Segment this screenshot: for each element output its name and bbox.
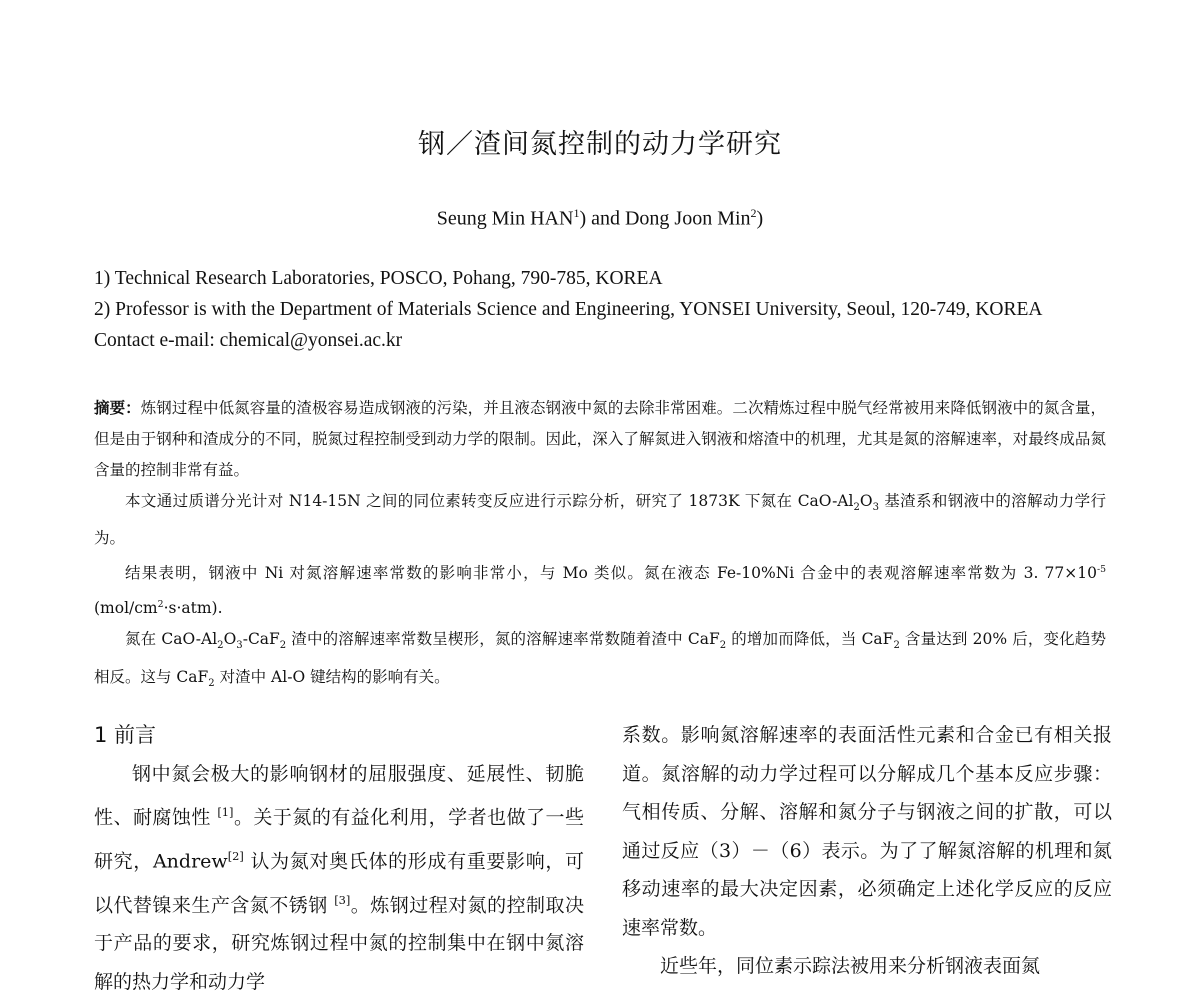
abstract-text: 对渣中 Al-O 键结构的影响有关。 bbox=[215, 668, 450, 686]
paper-title: 钢／渣间氮控制的动力学研究 bbox=[0, 122, 1200, 161]
abstract-text: 含量达到 20% 后，变化趋势相反。这与 CaF bbox=[94, 630, 1106, 685]
subscript: 3 bbox=[873, 502, 879, 513]
abstract-paragraph-2 bbox=[94, 486, 1106, 554]
author-1: Seung Min HAN bbox=[437, 208, 574, 230]
superscript: 2 bbox=[158, 599, 164, 610]
contact-email: Contact e-mail: chemical@yonsei.ac.kr bbox=[94, 330, 402, 352]
authors-end: ) bbox=[757, 208, 764, 230]
citation: [1] bbox=[217, 805, 233, 819]
subscript: 2 bbox=[208, 678, 214, 689]
subscript: 2 bbox=[217, 641, 223, 652]
subscript: 2 bbox=[853, 502, 859, 513]
author-1-superscript: 1 bbox=[573, 206, 579, 220]
abstract-text: 本文通过质谱分光计对 N14-15N 之间的同位素转变反应进行示踪分析，研究了 1873K 下氮在 CaO-Al bbox=[125, 492, 853, 510]
left-column bbox=[94, 716, 584, 1001]
abstract-text: ·s·atm). bbox=[164, 599, 223, 617]
body-paragraph-right-1: 系数。影响氮溶解速率的表面活性元素和合金已有相关报道。氮溶解的动力学过程可以分解成几个基本反应步骤：气相传质、分解、溶解和氮分子与钢液之间的扩散，可以通过反应（3）－（6）表示。为了了解氮溶解的机理和氮移动速率的最大决定因素，必须确定上述化学反应的反应速率常数。 bbox=[622, 716, 1112, 947]
abstract-text: -CaF bbox=[243, 630, 280, 648]
superscript: -5 bbox=[1097, 564, 1106, 575]
abstract-text: O bbox=[224, 630, 237, 648]
subscript: 2 bbox=[280, 641, 286, 652]
author-2-superscript: 2 bbox=[751, 206, 757, 220]
abstract-text: (mol/cm bbox=[94, 599, 158, 617]
abstract-text: 渣中的溶解速率常数呈楔形，氮的溶解速率常数随着渣中 CaF bbox=[286, 630, 720, 648]
abstract-text: 结果表明，钢液中 Ni 对氮溶解速率常数的影响非常小，与 Mo 类似。氮在液态 Fe-10%Ni 合金中的表观溶解速率常数为 3. 77×10 bbox=[125, 564, 1097, 582]
body-text: 钢中氮会极大的影响钢材的屈服强度、延展性、韧脆性、耐腐蚀性 bbox=[94, 763, 584, 829]
right-column bbox=[622, 716, 1112, 986]
abstract-text: O bbox=[860, 492, 873, 510]
section-heading-introduction: 1 前言 bbox=[94, 716, 584, 755]
authors-line bbox=[0, 206, 1200, 231]
abstract-paragraph-3 bbox=[94, 554, 1106, 624]
affiliation-1: 1) Technical Research Laboratories, POSCO, Pohang, 790-785, KOREA bbox=[94, 268, 663, 290]
citation: [3] bbox=[334, 893, 350, 907]
body-text: 认为氮对奥氏体的形成有重要影响，可以代替镍来生产含氮不锈钢 bbox=[94, 850, 584, 916]
authors-conjunction: ) and Dong Joon Min bbox=[579, 208, 750, 230]
citation: [2] bbox=[228, 849, 244, 863]
abstract-label: 摘要： bbox=[94, 398, 141, 417]
body-paragraph-left bbox=[94, 755, 584, 1001]
body-text: 。炼钢过程对氮的控制取决于产品的要求，研究炼钢过程中氮的控制集中在钢中氮溶解的热力学和动力学 bbox=[94, 894, 584, 993]
affiliation-2: 2) Professor is with the Department of Materials Science and Engineering, YONSEI University, Seoul, 120-749, KOREA bbox=[94, 299, 1042, 321]
abstract-paragraph-4 bbox=[94, 624, 1106, 698]
abstract-paragraph-1 bbox=[94, 392, 1106, 486]
abstract-text: 基渣系和钢液中的溶解动力学行为。 bbox=[94, 492, 1106, 547]
subscript: 2 bbox=[720, 641, 726, 652]
abstract-text: 氮在 CaO-Al bbox=[125, 630, 217, 648]
body-text: 。关于氮的有益化利用，学者也做了一些研究，Andrew bbox=[94, 806, 584, 872]
abstract bbox=[94, 392, 1106, 699]
abstract-text-1: 炼钢过程中低氮容量的渣极容易造成钢液的污染，并且液态钢液中氮的去除非常困难。二次精炼过程中脱气经常被用来降低钢液中的氮含量，但是由于钢种和渣成分的不同，脱氮过程控制受到动力学的限制。因此，深入了解氮进入钢液和熔渣中的机理，尤其是氮的溶解速率，对最终成品氮含量的控制非常有益。 bbox=[94, 399, 1106, 479]
abstract-text: 的增加而降低，当 CaF bbox=[726, 630, 893, 648]
subscript: 2 bbox=[893, 641, 899, 652]
subscript: 3 bbox=[236, 641, 242, 652]
body-paragraph-right-2: 近些年，同位素示踪法被用来分析钢液表面氮 bbox=[622, 947, 1112, 986]
